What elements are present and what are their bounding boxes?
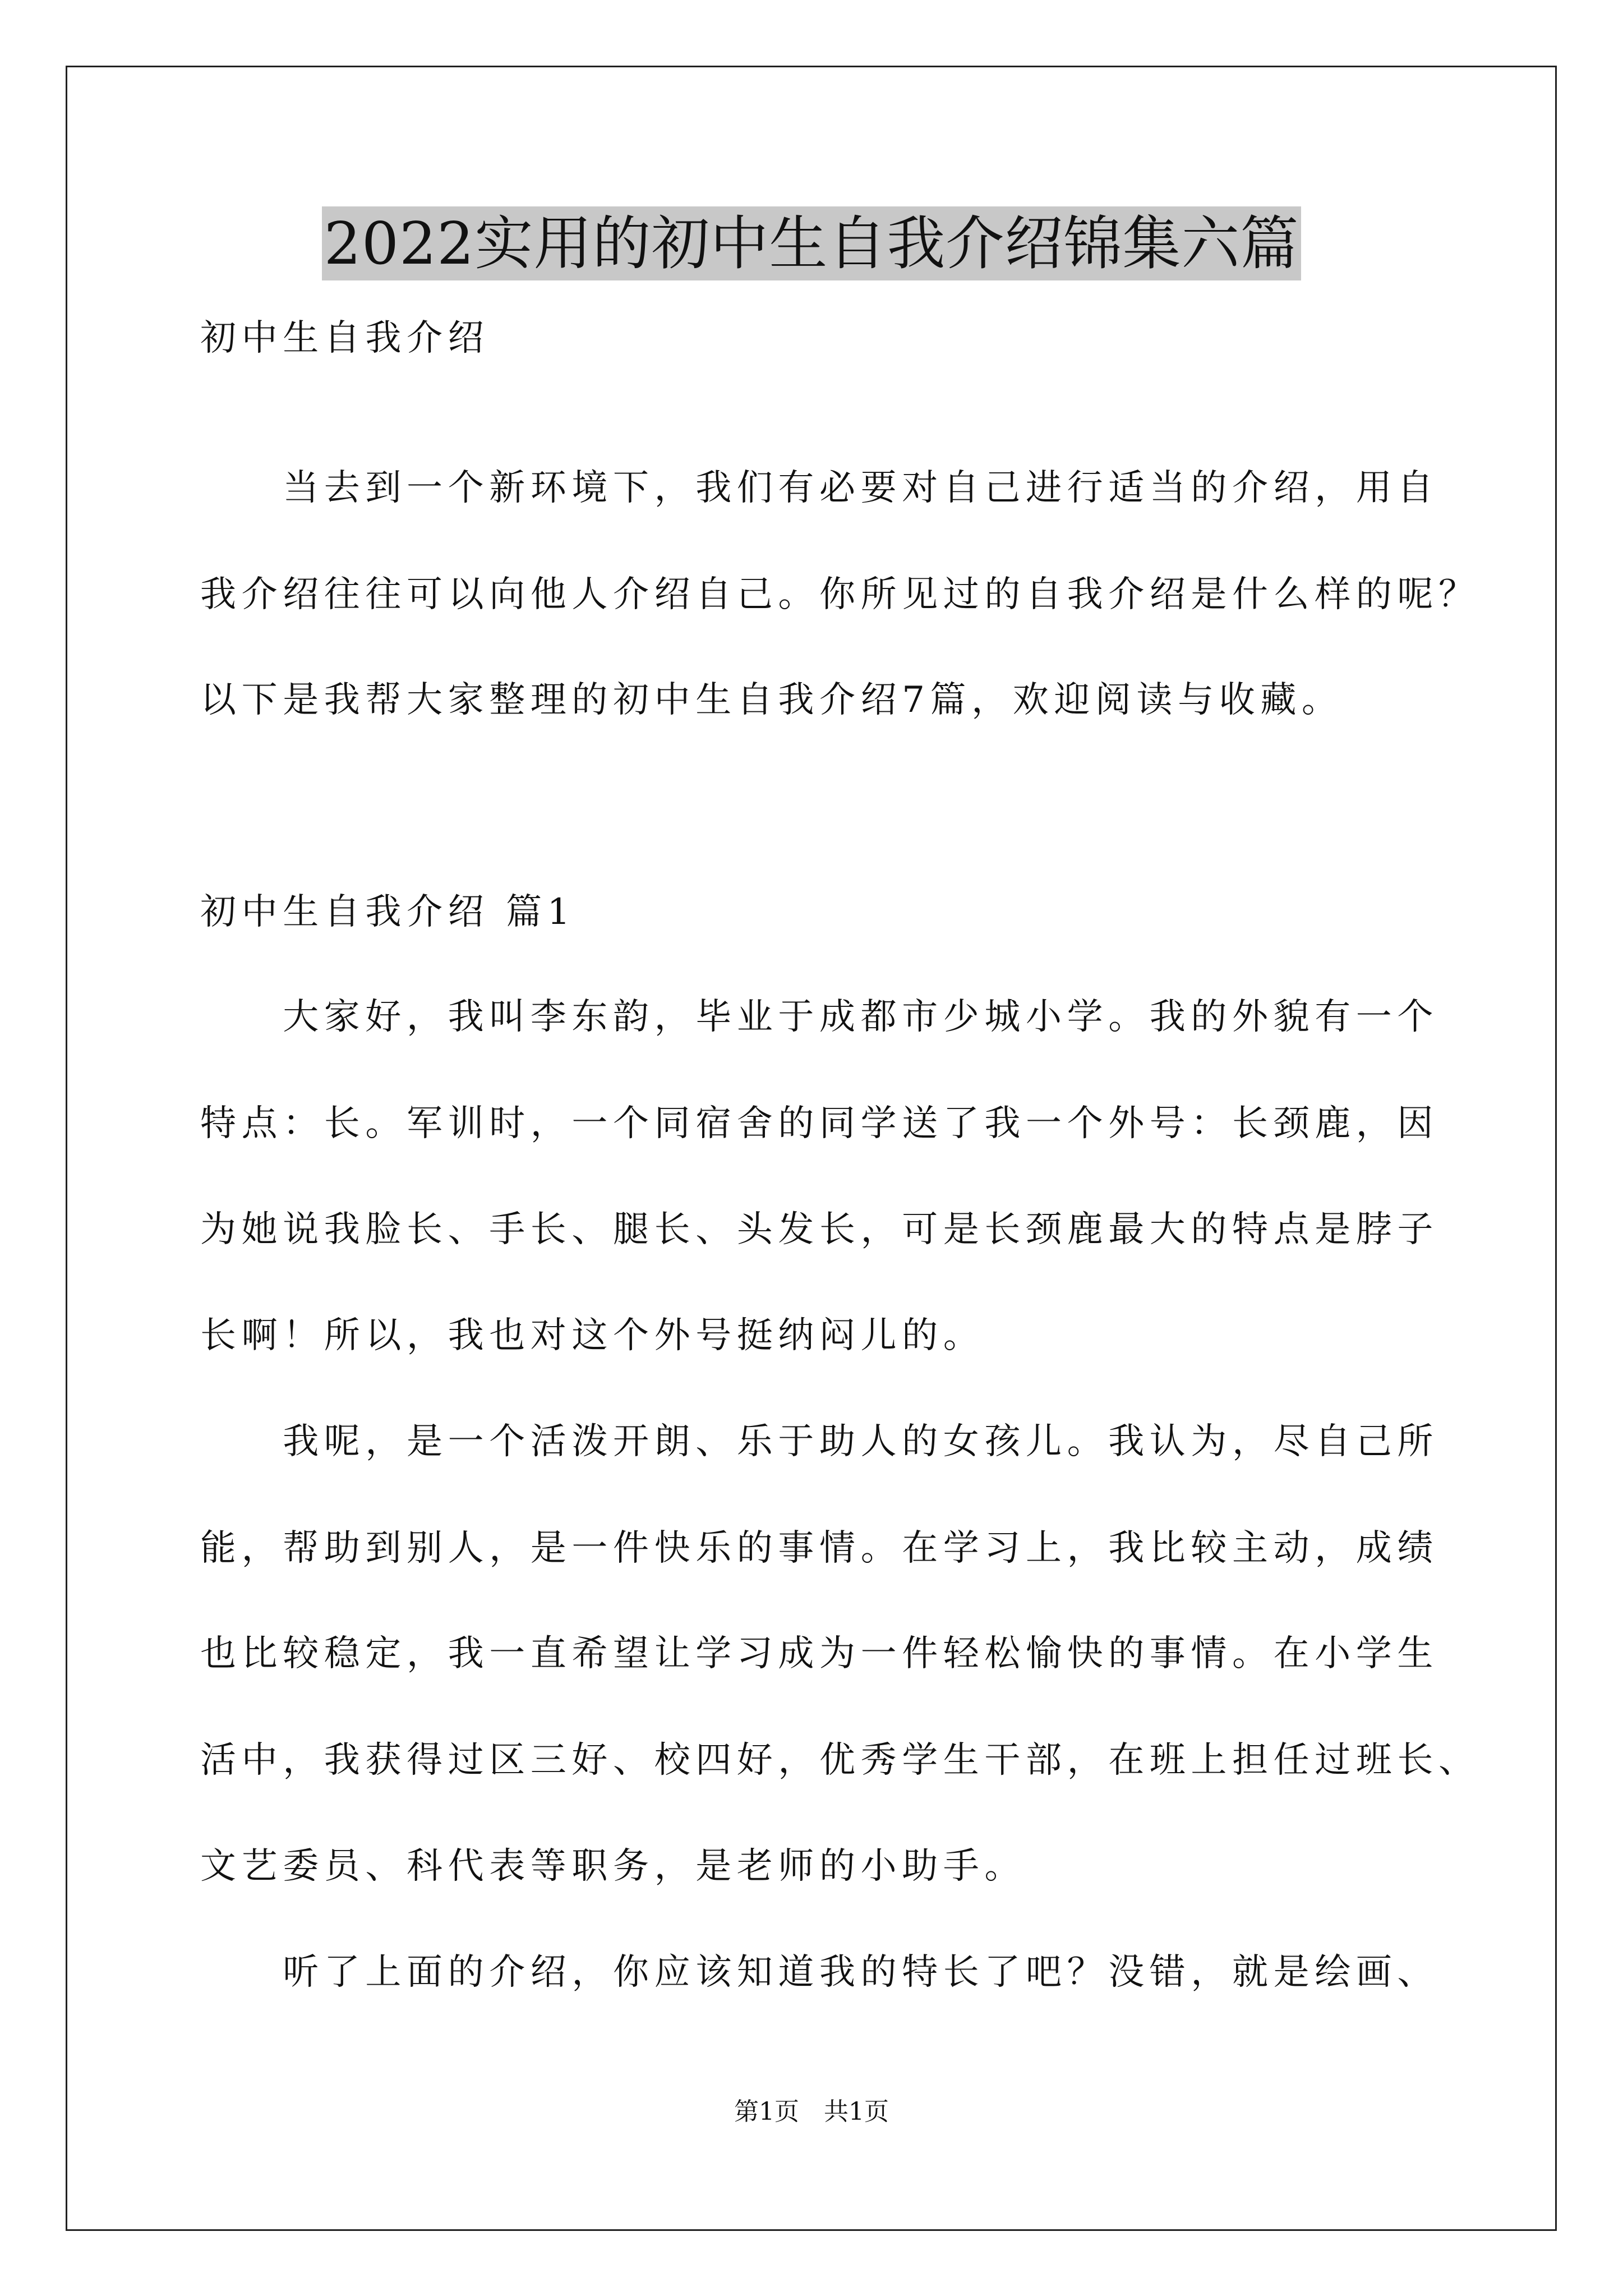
section-heading: 初中生自我介绍 篇1 — [200, 891, 576, 933]
paragraph-line: 我呢，是一个活泼开朗、乐于助人的女孩儿。我认为，尽自己所 — [200, 1421, 1438, 1462]
title-container — [0, 206, 1623, 280]
paragraph-line: 也比较稳定，我一直希望让学习成为一件轻松愉快的事情。在小学生 — [200, 1633, 1438, 1674]
paragraph-line: 能，帮助到别人，是一件快乐的事情。在学习上，我比较主动，成绩 — [200, 1527, 1438, 1569]
paragraph-line: 以下是我帮大家整理的初中生自我介绍7篇，欢迎阅读与收藏。 — [200, 679, 1343, 721]
paragraph-line: 文艺委员、科代表等职务，是老师的小助手。 — [200, 1846, 1026, 1887]
section-heading: 初中生自我介绍 — [200, 318, 490, 359]
paragraph-line: 活中，我获得过区三好、校四好，优秀学生干部，在班上担任过班长、 — [200, 1740, 1480, 1781]
paragraph-line: 大家好，我叫李东韵，毕业于成都市少城小学。我的外貌有一个 — [200, 996, 1438, 1038]
paragraph-line: 特点：长。军训时，一个同宿舍的同学送了我一个外号：长颈鹿，因 — [200, 1103, 1438, 1144]
paragraph-line: 为她说我脸长、手长、腿长、头发长，可是长颈鹿最大的特点是脖子 — [200, 1209, 1438, 1250]
paragraph-line: 长啊！所以，我也对这个外号挺纳闷儿的。 — [200, 1315, 985, 1356]
paragraph-line: 我介绍往往可以向他人介绍自己。你所见过的自我介绍是什么样的呢？ — [200, 574, 1480, 615]
paragraph-line: 听了上面的介绍，你应该知道我的特长了吧？没错，就是绘画、 — [200, 1952, 1438, 1993]
page-footer: 第1页 共1页 — [734, 2097, 889, 2126]
paragraph-line: 当去到一个新环境下，我们有必要对自己进行适当的介绍，用自 — [200, 467, 1438, 509]
document-title: 2022实用的初中生自我介绍锦集六篇 — [322, 206, 1302, 280]
